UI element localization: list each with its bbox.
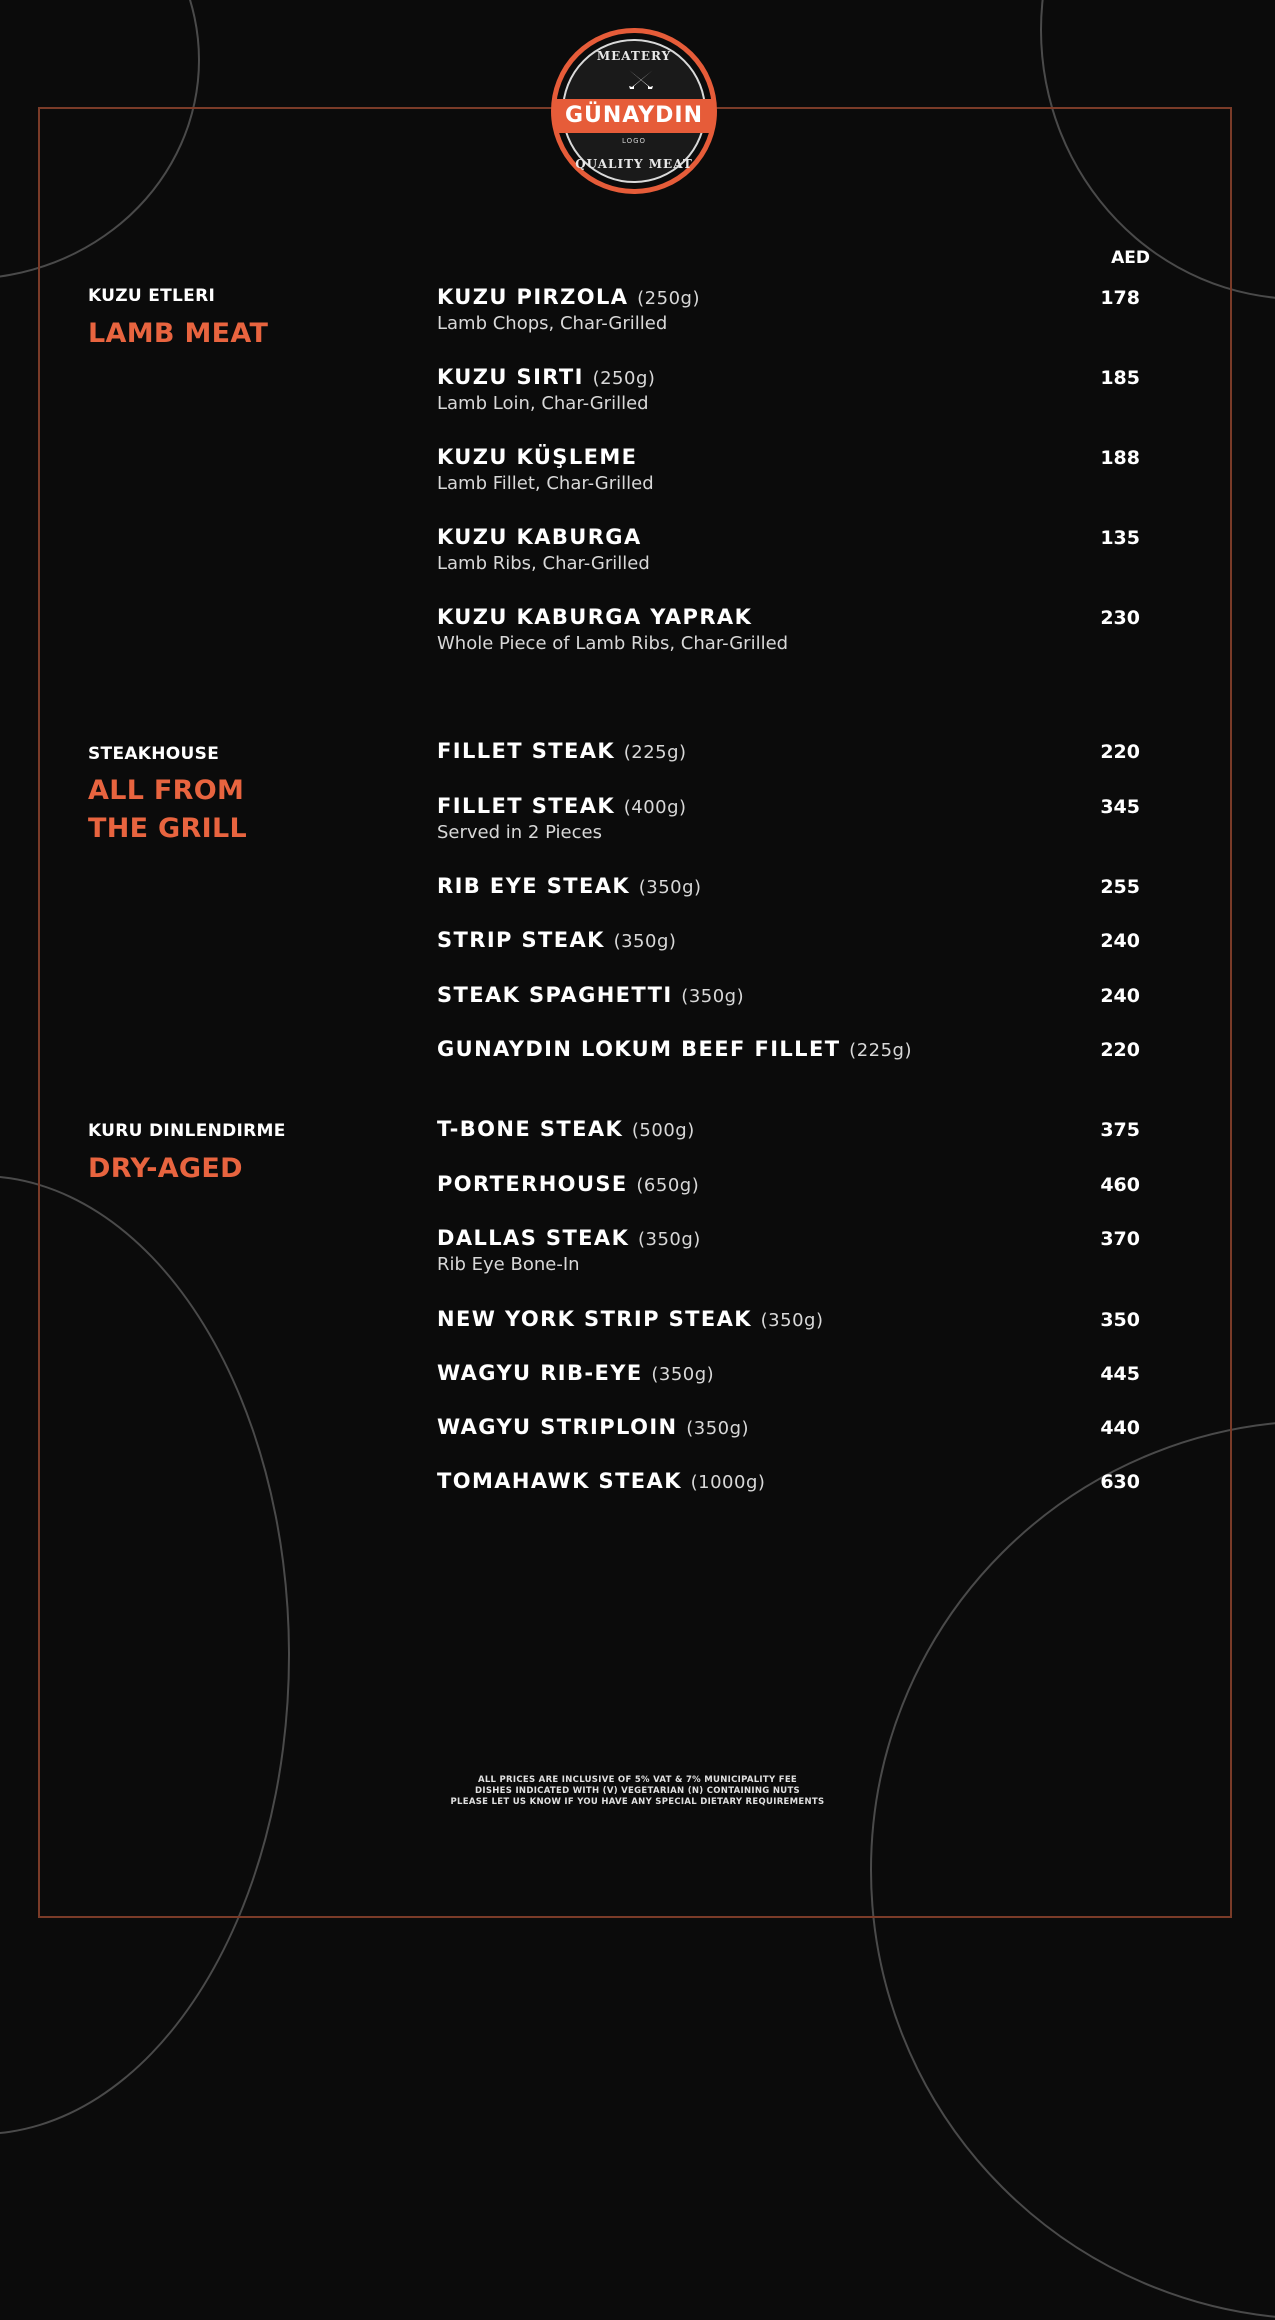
item-size: (350g) [760,1310,824,1331]
item-name: FILLET STEAK [437,794,616,818]
item-size: (350g) [686,1418,750,1439]
item-name: RIB EYE STEAK [437,874,631,898]
menu-item [437,1226,1157,1275]
item-name: T-BONE STEAK [437,1117,624,1141]
menu-item [437,1307,1157,1331]
item-name: FILLET STEAK [437,739,616,763]
menu-item [437,525,1157,574]
menu-item [437,794,1157,843]
menu-item [437,1361,1157,1385]
item-price: 220 [1100,1039,1140,1061]
item-name: DALLAS STEAK [437,1226,630,1250]
item-name: NEW YORK STRIP STEAK [437,1307,752,1331]
item-price: 135 [1100,527,1140,549]
item-description: Lamb Ribs, Char-Grilled [437,553,650,574]
item-price: 445 [1100,1363,1140,1385]
menu-item [437,445,1157,494]
item-size: (350g) [637,1229,701,1250]
item-size: (225g) [849,1040,912,1061]
item-price: 440 [1100,1417,1140,1439]
item-price: 240 [1100,985,1140,1007]
category-title-line: THE GRILL [88,813,247,844]
item-size: (250g) [592,368,656,389]
menu-item [437,1172,1157,1196]
item-name: KUZU KABURGA YAPRAK [437,605,753,629]
item-name: PORTERHOUSE [437,1172,628,1196]
item-description: Rib Eye Bone-In [437,1254,580,1275]
item-size: (350g) [681,986,745,1007]
menu-item [437,605,1157,654]
item-price: 370 [1100,1228,1140,1250]
item-size: (350g) [651,1364,715,1385]
item-price: 178 [1100,287,1140,309]
item-size: (500g) [631,1120,695,1141]
logo-sub-text: LOGO [621,137,647,145]
logo-top-text: MEATERY [596,49,672,63]
menu-item [437,874,1157,898]
menu-item [437,365,1157,414]
item-name: STRIP STEAK [437,928,605,952]
menu-item [437,739,1157,763]
item-price: 220 [1100,741,1140,763]
item-price: 350 [1100,1309,1140,1331]
brand-logo [551,28,717,194]
item-price: 185 [1100,367,1140,389]
item-size: (1000g) [690,1472,766,1493]
menu-item [437,285,1157,334]
item-price: 460 [1100,1174,1140,1196]
item-name: KUZU KÜŞLEME [437,445,638,469]
footer-line: ALL PRICES ARE INCLUSIVE OF 5% VAT & 7% MUNICIPALITY FEE [477,1775,798,1785]
item-name: TOMAHAWK STEAK [437,1469,682,1493]
item-name: STEAK SPAGHETTI [437,983,673,1007]
item-description: Served in 2 Pieces [437,822,602,843]
currency-header: AED [1111,248,1150,268]
category-label: KURU DINLENDIRME [88,1121,286,1141]
logo-brand-name: GÜNAYDIN [556,99,712,133]
category-title-line: ALL FROM [88,775,245,806]
footer-line: PLEASE LET US KNOW IF YOU HAVE ANY SPECIAL DIETARY REQUIREMENTS [450,1797,825,1807]
menu-item [437,1037,1157,1061]
item-size: (350g) [638,877,702,898]
item-description: Lamb Loin, Char-Grilled [437,393,649,414]
item-price: 255 [1100,876,1140,898]
category-label: STEAKHOUSE [88,744,220,764]
item-size: (250g) [637,288,700,309]
item-name: GUNAYDIN LOKUM BEEF FILLET [437,1037,841,1061]
logo-inner-ring [562,39,706,183]
item-description: Whole Piece of Lamb Ribs, Char-Grilled [437,633,789,654]
item-name: WAGYU RIB-EYE [437,1361,643,1385]
category-title-line: DRY-AGED [88,1153,243,1184]
menu-item [437,983,1157,1007]
menu-item [437,1117,1157,1141]
menu-item [437,1415,1157,1439]
item-size: (650g) [636,1175,700,1196]
category-title-line: LAMB MEAT [88,318,269,349]
crossed-knives-icon [626,67,656,93]
item-price: 375 [1100,1119,1140,1141]
logo-bottom-text: QUALITY MEAT [575,157,693,171]
menu-item [437,928,1157,952]
item-name: WAGYU STRIPLOIN [437,1415,678,1439]
item-name: KUZU KABURGA [437,525,642,549]
item-price: 188 [1100,447,1140,469]
menu-footer-notes [0,1775,1275,1808]
item-price: 345 [1100,796,1140,818]
item-size: (400g) [623,797,687,818]
footer-line: DISHES INDICATED WITH (V) VEGETARIAN (N) CONTAINING NUTS [475,1786,800,1796]
item-name: KUZU PIRZOLA [437,285,629,309]
menu-item [437,1469,1157,1493]
category-label: KUZU ETLERI [88,286,216,306]
item-name: KUZU SIRTI [437,365,584,389]
item-size: (225g) [623,742,687,763]
item-description: Lamb Fillet, Char-Grilled [437,473,654,494]
item-size: (350g) [613,931,677,952]
item-price: 630 [1100,1471,1140,1493]
item-description: Lamb Chops, Char-Grilled [437,313,668,334]
item-price: 240 [1100,930,1140,952]
item-price: 230 [1100,607,1140,629]
